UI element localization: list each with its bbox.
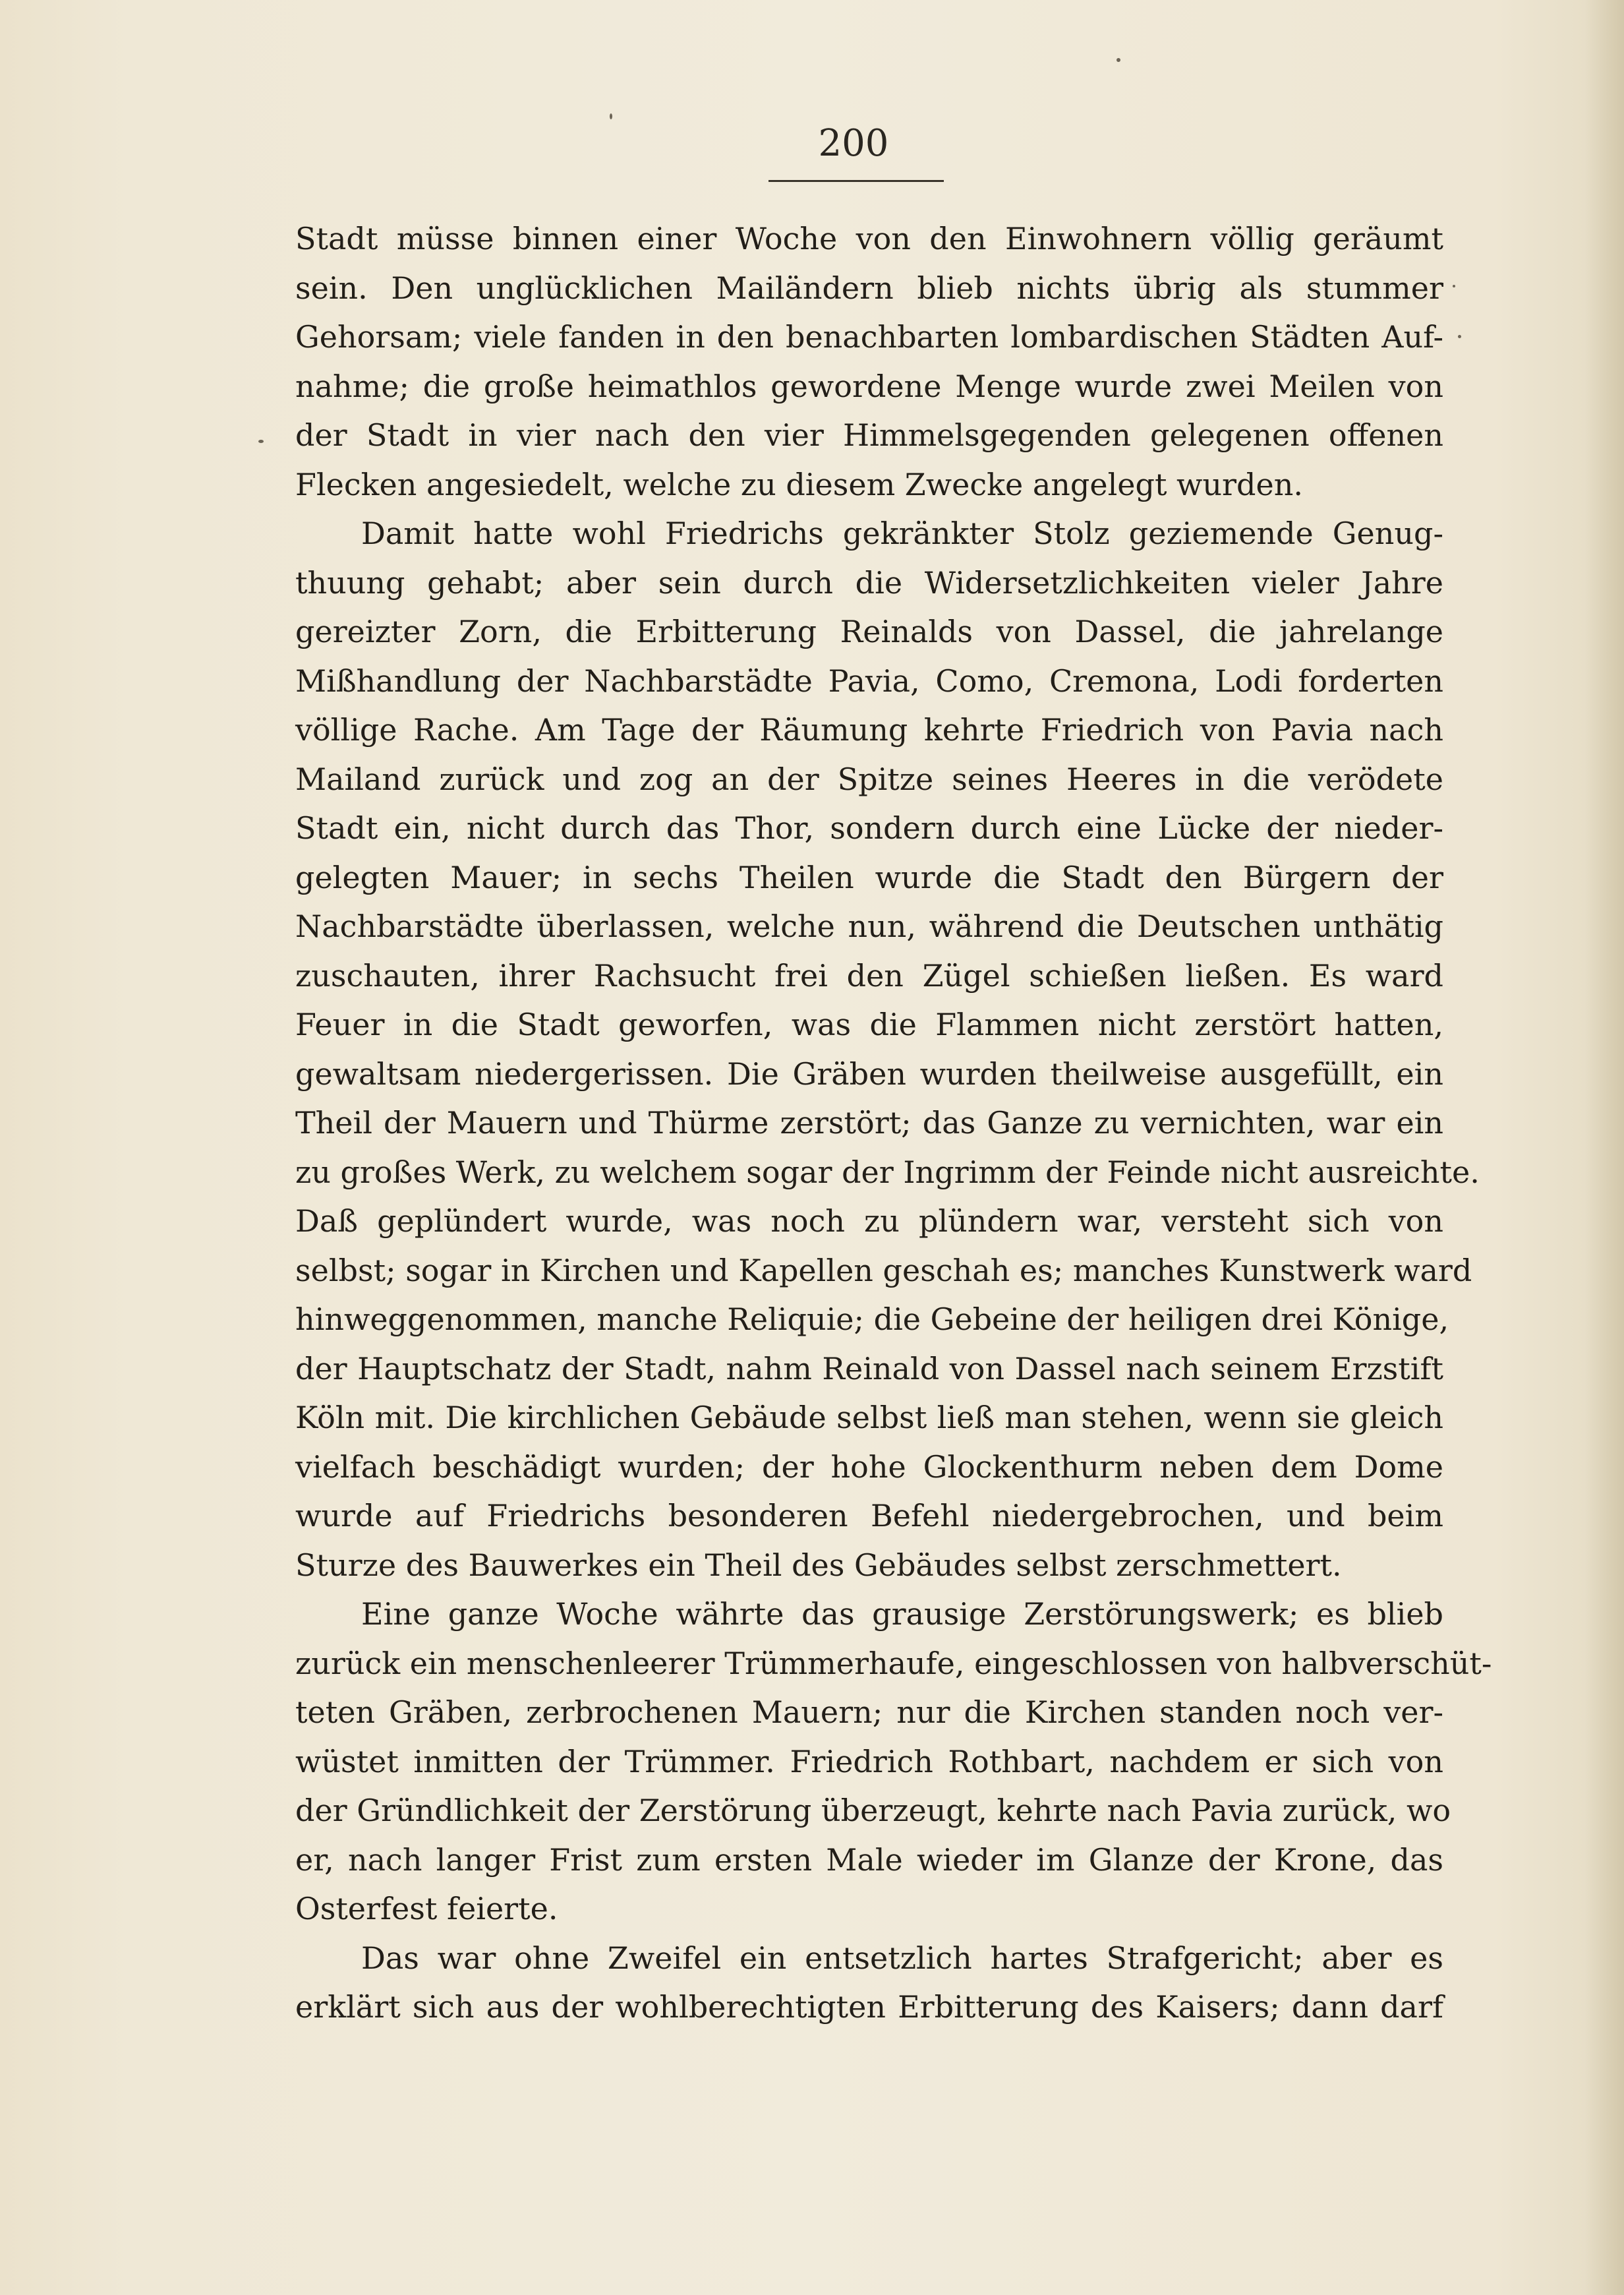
paper-speck bbox=[1116, 58, 1120, 62]
text-line: Flecken angesiedelt, welche zu diesem Zwecke angelegt wurden. bbox=[295, 466, 1303, 502]
text-line: selbst; sogar in Kirchen und Kapellen geschah es; manches Kunstwerk ward bbox=[295, 1252, 1472, 1288]
text-line: hinweggenommen, manche Reliquie; die Gebeine der heiligen drei Könige, bbox=[295, 1301, 1449, 1337]
text-line: zurück ein menschenleerer Trümmerhaufe, eingeschlossen von halbverschüt- bbox=[295, 1645, 1492, 1681]
paragraph-4 bbox=[295, 1934, 1443, 2032]
text-line: Köln mit. Die kirchlichen Gebäude selbst ließ man stehen, wenn sie gleich bbox=[295, 1400, 1443, 1435]
text-line: Damit hatte wohl Friedrichs gekränkter Stolz geziemende Genug- bbox=[361, 516, 1443, 551]
text-line: Feuer in die Stadt geworfen, was die Flammen nicht zerstört hatten, bbox=[295, 1007, 1443, 1042]
text-line: der Hauptschatz der Stadt, nahm Reinald von Dassel nach seinem Erzstift bbox=[295, 1350, 1443, 1386]
page-gutter-shadow bbox=[1584, 0, 1624, 2295]
paper-speck bbox=[258, 440, 264, 443]
paragraph-2 bbox=[295, 509, 1480, 1590]
text-line: Nachbarstädte überlassen, welche nun, während die Deutschen unthätig bbox=[295, 909, 1443, 944]
paper-speck bbox=[1453, 285, 1455, 287]
text-line: völlige Rache. Am Tage der Räumung kehrte Friedrich von Pavia nach bbox=[295, 712, 1443, 748]
text-line: teten Gräben, zerbrochenen Mauern; nur die Kirchen standen noch ver- bbox=[295, 1694, 1443, 1730]
text-line: vielfach beschädigt wurden; der hohe Glockenthurm neben dem Dome bbox=[295, 1448, 1443, 1485]
text-line: Daß geplündert wurde, was noch zu plündern war, versteht sich von bbox=[295, 1203, 1443, 1239]
text-line: Sturze des Bauwerkes ein Theil des Gebäudes selbst zerschmettert. bbox=[295, 1547, 1342, 1583]
text-line: der Gründlichkeit der Zerstörung überzeugt, kehrte nach Pavia zurück, wo bbox=[295, 1793, 1451, 1828]
text-line: nahme; die große heimathlos gewordene Menge wurde zwei Meilen von bbox=[295, 368, 1443, 404]
text-line: gereizter Zorn, die Erbitterung Reinalds von Dassel, die jahrelange bbox=[295, 614, 1443, 649]
text-line: erklärt sich aus der wohlberechtigten Erbitterung des Kaisers; dann darf bbox=[295, 1989, 1443, 2025]
text-line: Stadt ein, nicht durch das Thor, sondern durch eine Lücke der nieder- bbox=[295, 810, 1443, 846]
text-line: Theil der Mauern und Thürme zerstört; das Ganze zu vernichten, war ein bbox=[295, 1105, 1443, 1141]
body-text bbox=[295, 214, 1492, 2032]
text-line: Osterfest feierte. bbox=[295, 1891, 558, 1926]
text-line: der Stadt in vier nach den vier Himmelsgegenden gelegenen offenen bbox=[295, 417, 1443, 453]
text-line: Gehorsam; viele fanden in den benachbarten lombardischen Städten Auf- bbox=[295, 319, 1443, 355]
text-line: wüstet inmitten der Trümmer. Friedrich Rothbart, nachdem er sich von bbox=[295, 1743, 1443, 1779]
text-line: gelegten Mauer; in sechs Theilen wurde die Stadt den Bürgern der bbox=[295, 859, 1443, 895]
text-line: gewaltsam niedergerissen. Die Gräben wurden theilweise ausgefüllt, ein bbox=[295, 1056, 1443, 1092]
text-line: Stadt müsse binnen einer Woche von den Einwohnern völlig geräumt bbox=[295, 221, 1443, 256]
text-line: er, nach langer Frist zum ersten Male wieder im Glanze der Krone, das bbox=[295, 1841, 1443, 1878]
page-number: 200 bbox=[818, 122, 889, 165]
text-line: Mißhandlung der Nachbarstädte Pavia, Como, Cremona, Lodi forderten bbox=[295, 663, 1443, 699]
paper-speck bbox=[1458, 335, 1461, 338]
paragraph-3 bbox=[295, 1590, 1492, 1934]
paragraph-1 bbox=[295, 214, 1443, 509]
text-line: zu großes Werk, zu welchem sogar der Ingrimm der Feinde nicht ausreichte. bbox=[295, 1154, 1480, 1190]
text-line: thuung gehabt; aber sein durch die Widersetzlichkeiten vieler Jahre bbox=[295, 564, 1443, 601]
text-line: wurde auf Friedrichs besonderen Befehl niedergebrochen, und beim bbox=[295, 1498, 1443, 1534]
paper-speck bbox=[610, 113, 612, 119]
text-line: Das war ohne Zweifel ein entsetzlich hartes Strafgericht; aber es bbox=[361, 1940, 1443, 1976]
header-rule bbox=[768, 180, 944, 182]
text-line: sein. Den unglücklichen Mailändern blieb nichts übrig als stummer bbox=[295, 270, 1443, 306]
text-line: Eine ganze Woche währte das grausige Zerstörungswerk; es blieb bbox=[361, 1596, 1443, 1632]
text-line: Mailand zurück und zog an der Spitze seines Heeres in die verödete bbox=[295, 761, 1443, 797]
text-line: zuschauten, ihrer Rachsucht frei den Zügel schießen ließen. Es ward bbox=[295, 957, 1443, 994]
